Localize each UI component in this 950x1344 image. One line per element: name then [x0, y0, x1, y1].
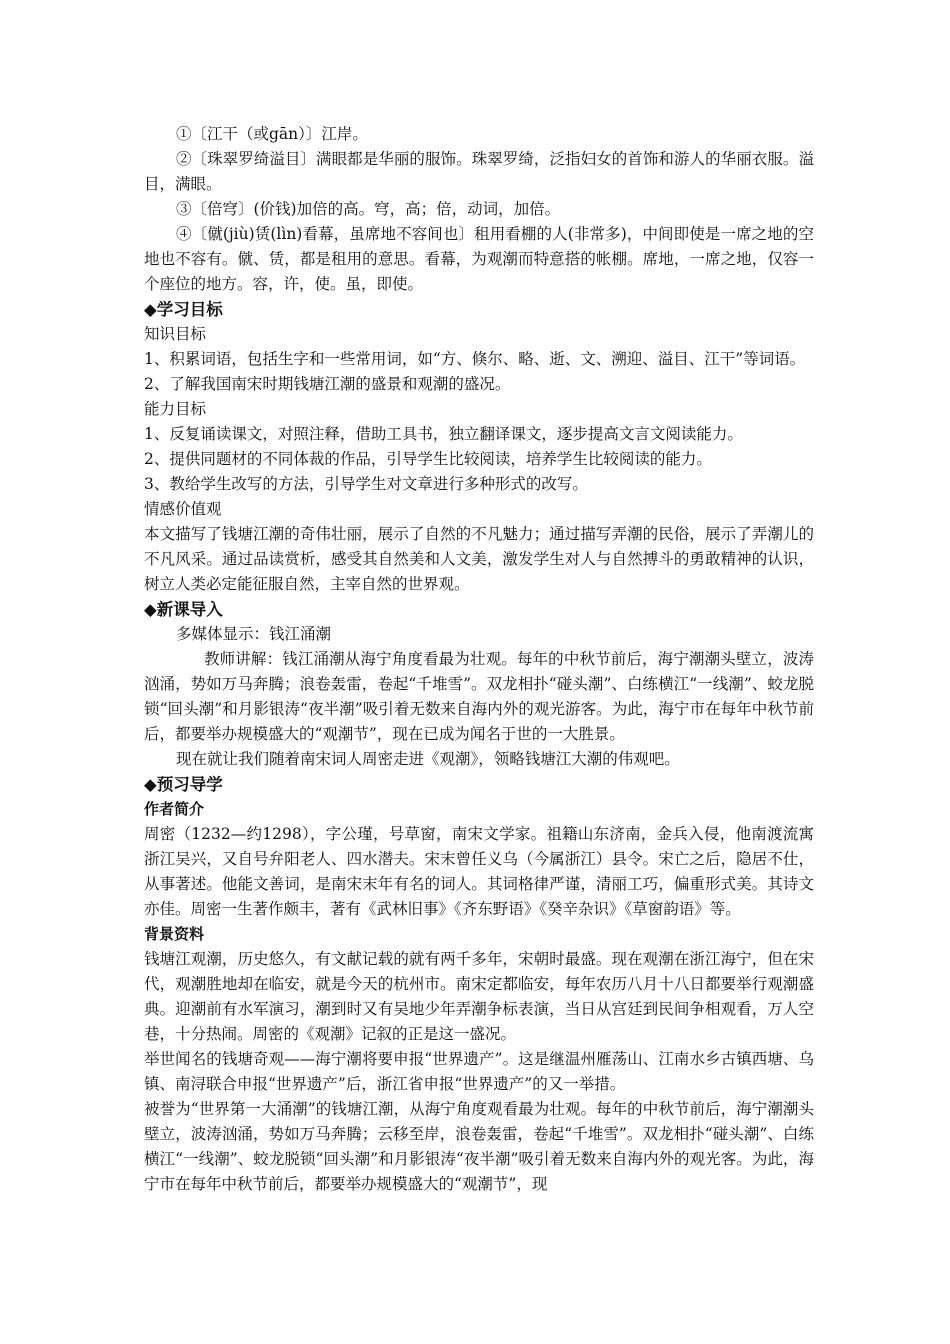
media-display-line: 多媒体显示：钱江涌潮: [176, 625, 332, 643]
ability-goal-3: 3、教给学生改写的方法，引导学生对文章进行多种形式的改写。: [144, 475, 588, 493]
emotion-goals-title: 情感价值观: [144, 500, 222, 518]
ability-goals-title: 能力目标: [144, 400, 207, 418]
note-2: ②〔珠翠罗绮溢目〕满眼都是华丽的服饰。珠翠罗绮，泛指妇女的首饰和游人的华丽衣服。溢目，满眼。: [144, 150, 814, 193]
section-heading-goals: ◆学习目标: [144, 300, 223, 319]
emotion-goal-text: 本文描写了钱塘江潮的奇伟壮丽，展示了自然的不凡魅力；通过描写弄潮的民俗，展示了弄潮儿的不凡风采。通过品读赏析，感受其自然美和人文美，激发学生对人与自然搏斗的勇敢精神的认识，树立人类必定能征服自然，主宰自然的世界观。: [144, 525, 814, 593]
background-title: 背景资料: [144, 925, 205, 943]
teacher-lecture: 教师讲解：钱江涌潮从海宁角度看最为壮观。每年的中秋节前后，海宁潮潮头壁立，波涛汹涌，势如万马奔腾；浪卷轰雷，卷起“千堆雪”。双龙相扑“碰头潮”、白练横江“一线潮”、蛟龙脱锁“回头潮”和月影银涛“夜半潮”吸引着无数来自海内外的观光游客。为此，海宁市在每年中秋节前后，都要举办规模盛大的“观潮节”，现在已成为闻名于世的一大胜景。: [144, 650, 814, 743]
knowledge-goal-1: 1、积累词语，包括生字和一些常用词，如“方、倏尔、略、逝、文、溯迎、溢目、江干”等词语。: [144, 350, 806, 368]
background-paragraph-3: 被誉为“世界第一大涌潮”的钱塘江潮，从海宁角度观看最为壮观。每年的中秋节前后，海宁潮潮头壁立，波涛汹涌，势如万马奔腾；云移至岸，浪卷轰雷，卷起“千堆雪”。双龙相扑“碰头潮”、白练横江“一线潮”、蛟龙脱锁“回头潮”和月影银涛“夜半潮”吸引着无数来自海内外的观光客。为此，海宁市在每年中秋节前后，都要举办规模盛大的“观潮节”，现: [144, 1100, 814, 1193]
background-paragraph-2: 举世闻名的钱塘奇观——海宁潮将要申报“世界遗产”。这是继温州雁荡山、江南水乡古镇西塘、乌镇、南浔联合申报“世界遗产”后，浙江省申报“世界遗产”的又一举措。: [144, 1050, 814, 1093]
knowledge-goals-title: 知识目标: [144, 325, 207, 343]
section-heading-intro: ◆新课导入: [144, 600, 223, 619]
author-intro-text: 周密（1232—约1298），字公瑾，号草窗，南宋文学家。祖籍山东济南，金兵入侵，他南渡流寓浙江吴兴，又自号弁阳老人、四水潜夫。宋末曾任义乌（今属浙江）县令。宋亡之后，隐居不仕，从事著述。他能文善词，是南宋末年有名的词人。其词格律严谨，清丽工巧，偏重形式美。其诗文亦佳。周密一生著作颇丰，著有《武林旧事》《齐东野语》《癸辛杂识》《草窗韵语》等。: [144, 825, 814, 918]
note-3: ③〔倍穹〕(价钱)加倍的高。穹，高；倍，动词，加倍。: [176, 200, 561, 218]
ability-goal-1: 1、反复诵读课文，对照注释，借助工具书，独立翻译课文，逐步提高文言文阅读能力。: [144, 425, 743, 443]
knowledge-goal-2: 2、了解我国南宋时期钱塘江潮的盛景和观潮的盛况。: [144, 375, 511, 393]
author-intro-title: 作者简介: [144, 800, 205, 818]
document-page: [144, 122, 814, 1197]
section-heading-preview: ◆预习导学: [144, 775, 223, 794]
note-1: ①〔江干（或gān）〕江岸。: [176, 125, 368, 143]
background-paragraph-1: 钱塘江观潮，历史悠久，有文献记载的就有两千多年，宋朝时最盛。现在观潮在浙江海宁，但在宋代，观潮胜地却在临安，就是今天的杭州市。南宋定都临安，每年农历八月十八日都要举行观潮盛典。迎潮前有水军演习，潮到时又有吴地少年弄潮争标表演，当日从宫廷到民间争相观看，万人空巷，十分热闹。周密的《观潮》记叙的正是这一盛况。: [144, 950, 814, 1043]
note-4: ④〔僦(jiù)赁(lìn)看幕，虽席地不容间也〕租用看棚的人(非常多)，中间即使是一席之地的空地也不容有。僦、赁，都是租用的意思。看幕，为观潮而特意搭的帐棚。席地，一席之地，仅容一个座位的地方。容，许，使。虽，即使。: [144, 225, 814, 293]
lead-in-line: 现在就让我们随着南宋词人周密走进《观潮》，领略钱塘江大潮的伟观吧。: [176, 750, 680, 768]
ability-goal-2: 2、提供同题材的不同体裁的作品，引导学生比较阅读，培养学生比较阅读的能力。: [144, 450, 712, 468]
